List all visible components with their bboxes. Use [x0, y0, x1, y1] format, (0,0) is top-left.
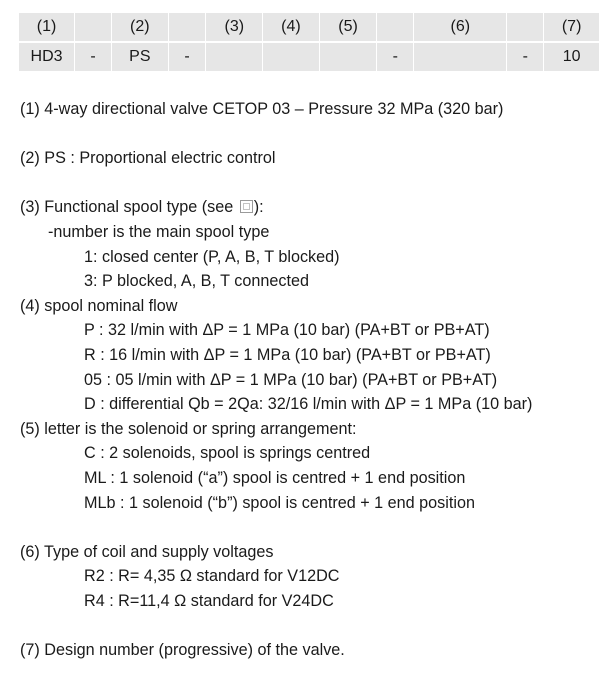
flow-option-r: R : 16 l/min with ΔP = 1 MPa (10 bar) (PA+BT or PB+AT) — [84, 345, 491, 364]
code-header-cell — [377, 13, 413, 41]
code-header-cell: (5) — [320, 13, 377, 41]
code-value-cell: - — [75, 43, 111, 71]
desc-design-number: (7) Design number (progressive) of the valve. — [20, 641, 345, 660]
code-header-cell: (3) — [206, 13, 262, 41]
desc-spool-type-note: -number is the main spool type — [48, 222, 270, 241]
desc-spool-type-prefix: (3) Functional spool type (see — [20, 198, 238, 217]
code-value-cell: PS — [112, 43, 168, 71]
code-header-cell: (1) — [19, 13, 74, 41]
code-header-cell — [169, 13, 206, 41]
code-header-cell: (4) — [263, 13, 319, 41]
spool-option-3: 3: P blocked, A, B, T connected — [84, 272, 309, 291]
code-value-cell: HD3 — [19, 43, 74, 71]
code-header-cell — [507, 13, 543, 41]
code-header-cell: (7) — [544, 13, 599, 41]
desc-control-type: (2) PS : Proportional electric control — [20, 149, 276, 168]
spacer — [20, 515, 590, 540]
code-value-cell — [263, 43, 319, 71]
desc-valve-type: (1) 4-way directional valve CETOP 03 – Pressure 32 MPa (320 bar) — [20, 100, 504, 118]
spacer — [20, 171, 590, 196]
solenoid-option-mlb: MLb : 1 solenoid (“b”) spool is centred + 1 end position — [84, 493, 475, 512]
code-value-cell: - — [377, 43, 413, 71]
code-header-cell: (2) — [112, 13, 168, 41]
code-value-cell — [414, 43, 506, 71]
code-value-cell — [206, 43, 262, 71]
solenoid-option-c: C : 2 solenoids, spool is springs centred — [84, 444, 371, 463]
spacer — [20, 122, 590, 147]
flow-option-d: D : differential Qb = 2Qa: 32/16 l/min with ΔP = 1 MPa (10 bar) — [84, 395, 533, 414]
code-value-cell: 10 — [544, 43, 599, 71]
coil-option-r4: R4 : R=11,4 Ω standard for V24DC — [84, 591, 334, 610]
flow-option-05: 05 : 05 l/min with ΔP = 1 MPa (10 bar) (PA+BT or PB+AT) — [84, 370, 498, 389]
code-value-row — [19, 43, 599, 71]
spacer — [20, 613, 590, 638]
code-value-cell: - — [507, 43, 543, 71]
solenoid-option-ml: ML : 1 solenoid (“a”) spool is centred + 1 end position — [84, 468, 466, 487]
desc-spool-type-suffix: ): — [253, 198, 264, 217]
code-value-cell: - — [169, 43, 206, 71]
code-header-cell — [75, 13, 111, 41]
coil-option-r2: R2 : R= 4,35 Ω standard for V12DC — [84, 567, 340, 586]
spool-option-1: 1: closed center (P, A, B, T blocked) — [84, 247, 340, 266]
desc-nominal-flow: (4) spool nominal flow — [20, 296, 178, 315]
desc-solenoid-arrangement: (5) letter is the solenoid or spring arrangement: — [20, 419, 357, 438]
desc-coil-voltage: (6) Type of coil and supply voltages — [20, 542, 274, 561]
code-header-cell: (6) — [414, 13, 506, 41]
flow-option-p: P : 32 l/min with ΔP = 1 MPa (10 bar) (PA+BT or PB+AT) — [84, 321, 490, 340]
desc-spool-type — [20, 195, 590, 220]
code-value-cell — [320, 43, 377, 71]
ordering-code-table — [18, 11, 600, 73]
code-header-row — [19, 13, 599, 41]
code-descriptions — [20, 97, 590, 663]
reference-box-icon — [240, 200, 253, 213]
